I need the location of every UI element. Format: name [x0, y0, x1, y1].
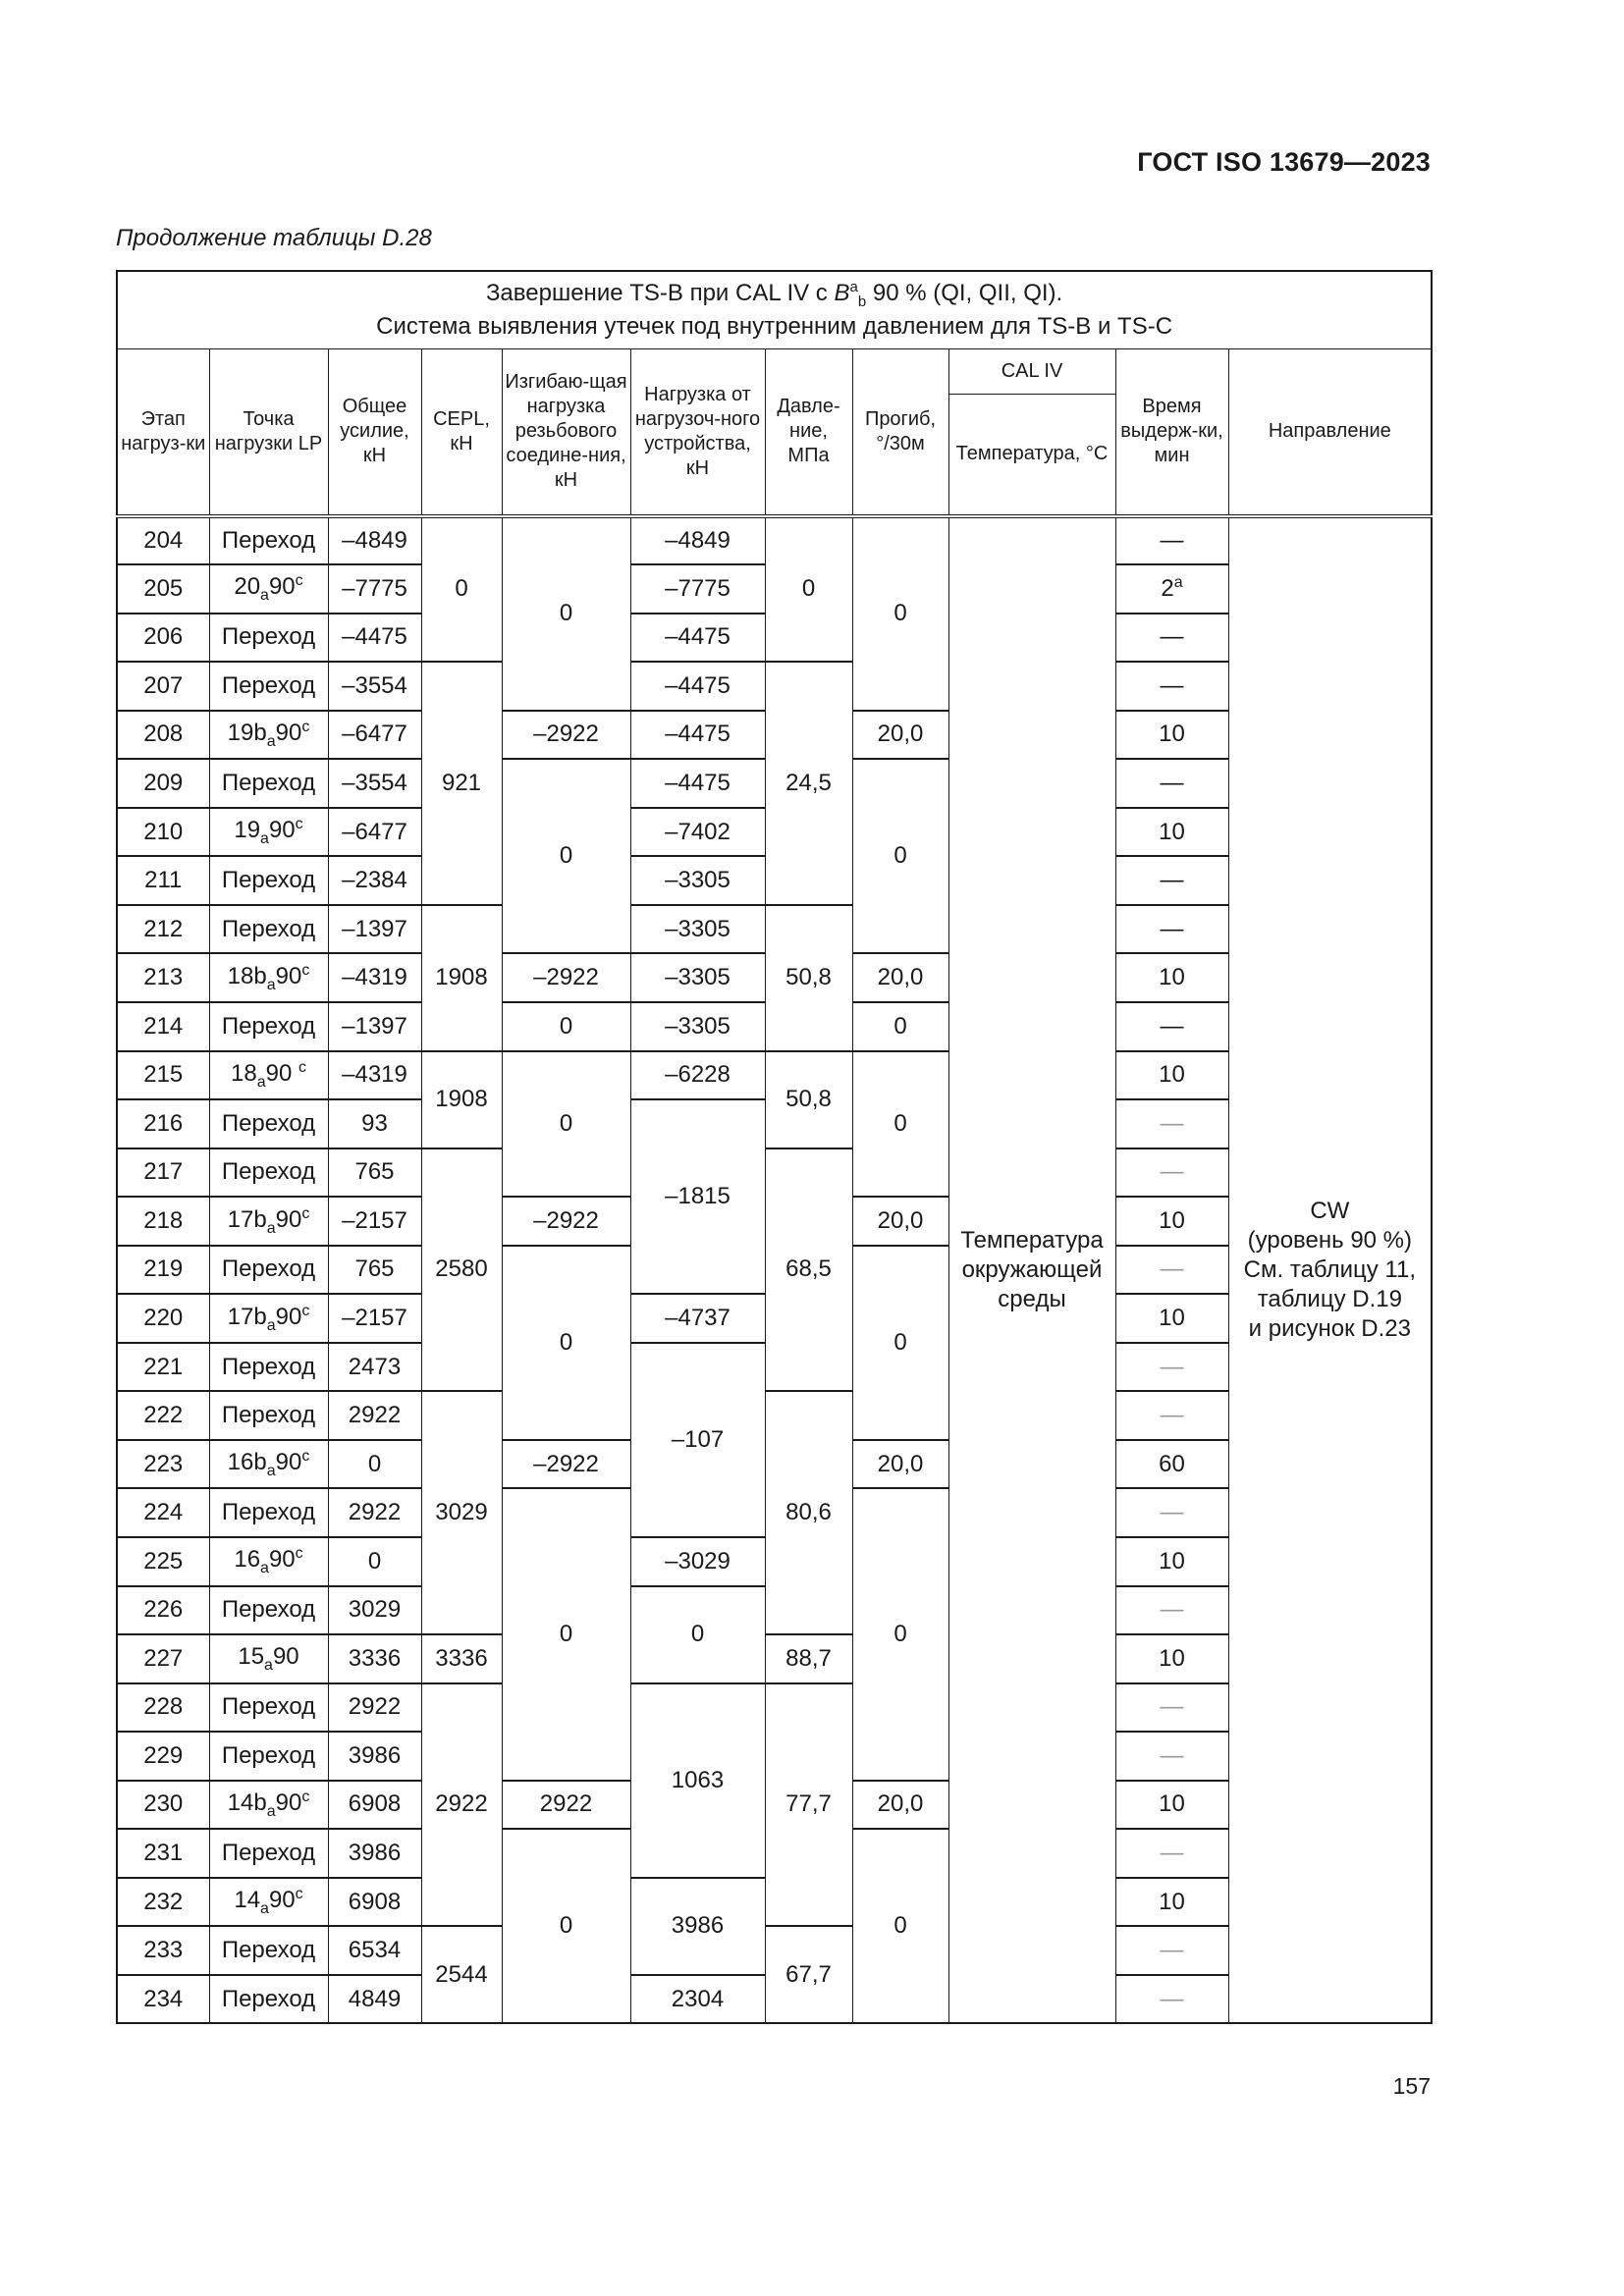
- device-load-cell: –3305: [630, 856, 765, 905]
- stage-cell: 212: [117, 905, 209, 954]
- hold-time-cell: —: [1115, 662, 1228, 711]
- header-stage: Этап нагруз-ки: [117, 349, 209, 516]
- document-code: ГОСТ ISO 13679—2023: [1137, 147, 1431, 177]
- load-point-cell: Переход: [209, 1002, 328, 1051]
- hold-time-cell: —: [1115, 1099, 1228, 1148]
- cepl-cell: 3336: [421, 1634, 502, 1683]
- device-load-cell: –3305: [630, 953, 765, 1002]
- table-caption: Продолжение таблицы D.28: [116, 225, 432, 251]
- load-point-cell: $18_a90$ $^c$: [209, 1051, 328, 1100]
- load-point-cell: Переход: [209, 1099, 328, 1148]
- total-force-cell: 6908: [328, 1781, 421, 1830]
- load-point-cell: $20_a90^c$: [209, 564, 328, 614]
- total-force-cell: –2157: [328, 1294, 421, 1343]
- deflection-cell: 0: [852, 1488, 948, 1780]
- hold-time-cell: 10: [1115, 711, 1228, 760]
- device-load-cell: –7775: [630, 564, 765, 614]
- stage-cell: 211: [117, 856, 209, 905]
- total-force-cell: –2384: [328, 856, 421, 905]
- deflection-cell: 0: [852, 1829, 948, 2023]
- load-point-cell: $14_a90^c$: [209, 1878, 328, 1927]
- load-point-cell: Переход: [209, 1732, 328, 1781]
- cepl-cell: 0: [421, 516, 502, 663]
- hold-time-cell: —: [1115, 1148, 1228, 1198]
- stage-cell: 224: [117, 1488, 209, 1537]
- bending-load-cell: –2922: [502, 1440, 630, 1489]
- header-cal: CAL IV: [948, 349, 1115, 395]
- stage-cell: 231: [117, 1829, 209, 1878]
- device-load-cell: –4475: [630, 711, 765, 760]
- hold-time-cell: 2$^a$: [1115, 564, 1228, 614]
- load-point-cell: $17b_a90^c$: [209, 1294, 328, 1343]
- device-load-cell: –4475: [630, 662, 765, 711]
- load-point-cell: $17b_a90^c$: [209, 1197, 328, 1246]
- header-device: Нагрузка от нагрузоч-ного устройства, кН: [630, 349, 765, 516]
- total-force-cell: 765: [328, 1246, 421, 1295]
- device-load-cell: –4475: [630, 759, 765, 808]
- pressure-cell: 24,5: [765, 662, 852, 905]
- deflection-cell: 20,0: [852, 953, 948, 1002]
- device-load-cell: –3029: [630, 1537, 765, 1586]
- stage-cell: 234: [117, 1975, 209, 2024]
- direction-cell: CW (уровень 90 %) См. таблицу 11, таблицу D.19 и рисунок D.23: [1228, 516, 1432, 2024]
- total-force-cell: –4475: [328, 614, 421, 663]
- stage-cell: 233: [117, 1926, 209, 1975]
- device-load-cell: –4737: [630, 1294, 765, 1343]
- total-force-cell: 2922: [328, 1683, 421, 1733]
- hold-time-cell: 10: [1115, 1537, 1228, 1586]
- bending-load-cell: 0: [502, 1246, 630, 1440]
- deflection-cell: 0: [852, 1002, 948, 1051]
- hold-time-cell: —: [1115, 614, 1228, 663]
- deflection-cell: 20,0: [852, 1440, 948, 1489]
- total-force-cell: 765: [328, 1148, 421, 1198]
- deflection-cell: 0: [852, 759, 948, 953]
- hold-time-cell: 60: [1115, 1440, 1228, 1489]
- device-load-cell: –4849: [630, 516, 765, 565]
- stage-cell: 229: [117, 1732, 209, 1781]
- device-load-cell: –1815: [630, 1099, 765, 1294]
- device-load-cell: –4475: [630, 614, 765, 663]
- hold-time-cell: 10: [1115, 1634, 1228, 1683]
- hold-time-cell: —: [1115, 1343, 1228, 1392]
- stage-cell: 232: [117, 1878, 209, 1927]
- deflection-cell: 0: [852, 1051, 948, 1198]
- total-force-cell: 6908: [328, 1878, 421, 1927]
- hold-time-cell: —: [1115, 1683, 1228, 1733]
- load-point-cell: $19_a90^c$: [209, 808, 328, 857]
- device-load-cell: 3986: [630, 1878, 765, 1975]
- device-load-cell: 1063: [630, 1683, 765, 1878]
- data-table: [116, 270, 1433, 2024]
- stage-cell: 227: [117, 1634, 209, 1683]
- hold-time-cell: —: [1115, 1732, 1228, 1781]
- bending-load-cell: –2922: [502, 711, 630, 760]
- bending-load-cell: –2922: [502, 1197, 630, 1246]
- load-point-cell: $18b_a90^c$: [209, 953, 328, 1002]
- stage-cell: 217: [117, 1148, 209, 1198]
- load-point-cell: $16b_a90^c$: [209, 1440, 328, 1489]
- total-force-cell: 3986: [328, 1732, 421, 1781]
- hold-time-cell: 10: [1115, 1294, 1228, 1343]
- hold-time-cell: —: [1115, 1246, 1228, 1295]
- hold-time-cell: 10: [1115, 1781, 1228, 1830]
- cepl-cell: 1908: [421, 1051, 502, 1148]
- deflection-cell: 20,0: [852, 1197, 948, 1246]
- stage-cell: 218: [117, 1197, 209, 1246]
- stage-cell: 210: [117, 808, 209, 857]
- header-pressure: Давле-ние, МПа: [765, 349, 852, 516]
- deflection-cell: 0: [852, 1246, 948, 1440]
- deflection-cell: 20,0: [852, 711, 948, 760]
- stage-cell: 207: [117, 662, 209, 711]
- hold-time-cell: —: [1115, 1829, 1228, 1878]
- total-force-cell: 0: [328, 1537, 421, 1586]
- device-load-cell: –7402: [630, 808, 765, 857]
- total-force-cell: –4319: [328, 953, 421, 1002]
- hold-time-cell: —: [1115, 1391, 1228, 1440]
- bending-load-cell: 0: [502, 1002, 630, 1051]
- total-force-cell: 2922: [328, 1391, 421, 1440]
- cepl-cell: 2544: [421, 1926, 502, 2023]
- device-load-cell: –6228: [630, 1051, 765, 1100]
- total-force-cell: 6534: [328, 1926, 421, 1975]
- header-temperature: Температура, °С: [948, 395, 1115, 516]
- stage-cell: 223: [117, 1440, 209, 1489]
- stage-cell: 219: [117, 1246, 209, 1295]
- pressure-cell: 67,7: [765, 1926, 852, 2023]
- stage-cell: 225: [117, 1537, 209, 1586]
- load-point-cell: $15_a90$: [209, 1634, 328, 1683]
- total-force-cell: –6477: [328, 711, 421, 760]
- stage-cell: 228: [117, 1683, 209, 1733]
- load-point-cell: Переход: [209, 1246, 328, 1295]
- header-hold: Время выдерж-ки, мин: [1115, 349, 1228, 516]
- stage-cell: 215: [117, 1051, 209, 1100]
- load-point-cell: Переход: [209, 1829, 328, 1878]
- hold-time-cell: 10: [1115, 1878, 1228, 1927]
- stage-cell: 205: [117, 564, 209, 614]
- stage-cell: 214: [117, 1002, 209, 1051]
- cepl-cell: 1908: [421, 905, 502, 1051]
- stage-cell: 230: [117, 1781, 209, 1830]
- load-point-cell: Переход: [209, 1683, 328, 1733]
- load-point-cell: Переход: [209, 905, 328, 954]
- load-point-cell: $14b_a90^c$: [209, 1781, 328, 1830]
- hold-time-cell: —: [1115, 1002, 1228, 1051]
- header-bending: Изгибаю-щая нагрузка резьбового соедине-ния, кН: [502, 349, 630, 516]
- total-force-cell: –1397: [328, 905, 421, 954]
- load-point-cell: Переход: [209, 1488, 328, 1537]
- device-load-cell: –107: [630, 1343, 765, 1537]
- pressure-cell: 77,7: [765, 1683, 852, 1927]
- load-point-cell: $19b_a90^c$: [209, 711, 328, 760]
- table-row: [117, 516, 1432, 565]
- stage-cell: 220: [117, 1294, 209, 1343]
- total-force-cell: –4849: [328, 516, 421, 565]
- total-force-cell: 93: [328, 1099, 421, 1148]
- hold-time-cell: —: [1115, 856, 1228, 905]
- pressure-cell: 88,7: [765, 1634, 852, 1683]
- header-direction: Направление: [1228, 349, 1432, 516]
- total-force-cell: 3986: [328, 1829, 421, 1878]
- header-deflection: Прогиб, °/30м: [852, 349, 948, 516]
- load-point-cell: $16_a90^c$: [209, 1537, 328, 1586]
- load-point-cell: Переход: [209, 1148, 328, 1198]
- stage-cell: 222: [117, 1391, 209, 1440]
- hold-time-cell: 10: [1115, 808, 1228, 857]
- bending-load-cell: –2922: [502, 953, 630, 1002]
- bending-load-cell: 0: [502, 516, 630, 711]
- load-point-cell: Переход: [209, 614, 328, 663]
- load-point-cell: Переход: [209, 856, 328, 905]
- hold-time-cell: —: [1115, 1586, 1228, 1635]
- load-point-cell: Переход: [209, 516, 328, 565]
- load-point-cell: Переход: [209, 1975, 328, 2024]
- load-point-cell: Переход: [209, 1586, 328, 1635]
- hold-time-cell: —: [1115, 1975, 1228, 2024]
- header-cepl: CEPL, кН: [421, 349, 502, 516]
- header-total: Общее усилие, кН: [328, 349, 421, 516]
- load-point-cell: Переход: [209, 1391, 328, 1440]
- temperature-cell: Температура окружающей среды: [948, 516, 1115, 2024]
- hold-time-cell: 10: [1115, 1051, 1228, 1100]
- total-force-cell: –4319: [328, 1051, 421, 1100]
- load-point-cell: Переход: [209, 759, 328, 808]
- device-load-cell: 2304: [630, 1975, 765, 2024]
- total-force-cell: –3554: [328, 759, 421, 808]
- bending-load-cell: 0: [502, 1488, 630, 1780]
- total-force-cell: 4849: [328, 1975, 421, 2024]
- load-point-cell: Переход: [209, 662, 328, 711]
- stage-cell: 208: [117, 711, 209, 760]
- hold-time-cell: —: [1115, 1926, 1228, 1975]
- total-force-cell: –7775: [328, 564, 421, 614]
- pressure-cell: 68,5: [765, 1148, 852, 1392]
- stage-cell: 213: [117, 953, 209, 1002]
- hold-time-cell: —: [1115, 759, 1228, 808]
- bending-load-cell: 0: [502, 1051, 630, 1198]
- pressure-cell: 50,8: [765, 905, 852, 1051]
- cepl-cell: 2922: [421, 1683, 502, 1927]
- stage-cell: 221: [117, 1343, 209, 1392]
- stage-cell: 209: [117, 759, 209, 808]
- hold-time-cell: 10: [1115, 953, 1228, 1002]
- pressure-cell: 80,6: [765, 1391, 852, 1634]
- load-point-cell: Переход: [209, 1343, 328, 1392]
- bending-load-cell: 2922: [502, 1781, 630, 1830]
- deflection-cell: 20,0: [852, 1781, 948, 1830]
- total-force-cell: 0: [328, 1440, 421, 1489]
- cepl-cell: 921: [421, 662, 502, 905]
- load-point-cell: Переход: [209, 1926, 328, 1975]
- header-point: Точка нагрузки LP: [209, 349, 328, 516]
- page-number: 157: [1392, 2073, 1431, 2099]
- hold-time-cell: 10: [1115, 1197, 1228, 1246]
- deflection-cell: 0: [852, 516, 948, 711]
- total-force-cell: –2157: [328, 1197, 421, 1246]
- stage-cell: 204: [117, 516, 209, 565]
- total-force-cell: –3554: [328, 662, 421, 711]
- pressure-cell: 50,8: [765, 1051, 852, 1148]
- hold-time-cell: —: [1115, 1488, 1228, 1537]
- total-force-cell: 2473: [328, 1343, 421, 1392]
- stage-cell: 226: [117, 1586, 209, 1635]
- bending-load-cell: 0: [502, 759, 630, 953]
- hold-time-cell: —: [1115, 905, 1228, 954]
- cepl-cell: 2580: [421, 1148, 502, 1392]
- total-force-cell: 2922: [328, 1488, 421, 1537]
- total-force-cell: 3029: [328, 1586, 421, 1635]
- table-title: Завершение TS-B при CAL IV с $B^a_b$ 90 % (QI, QII, QI). Система выявления утечек под внутренним давлением для TS-B и TS-C: [117, 271, 1432, 349]
- bending-load-cell: 0: [502, 1829, 630, 2023]
- hold-time-cell: —: [1115, 516, 1228, 565]
- total-force-cell: –6477: [328, 808, 421, 857]
- pressure-cell: 0: [765, 516, 852, 663]
- device-load-cell: –3305: [630, 905, 765, 954]
- device-load-cell: –3305: [630, 1002, 765, 1051]
- stage-cell: 216: [117, 1099, 209, 1148]
- cepl-cell: 3029: [421, 1391, 502, 1634]
- total-force-cell: –1397: [328, 1002, 421, 1051]
- total-force-cell: 3336: [328, 1634, 421, 1683]
- device-load-cell: 0: [630, 1586, 765, 1683]
- stage-cell: 206: [117, 614, 209, 663]
